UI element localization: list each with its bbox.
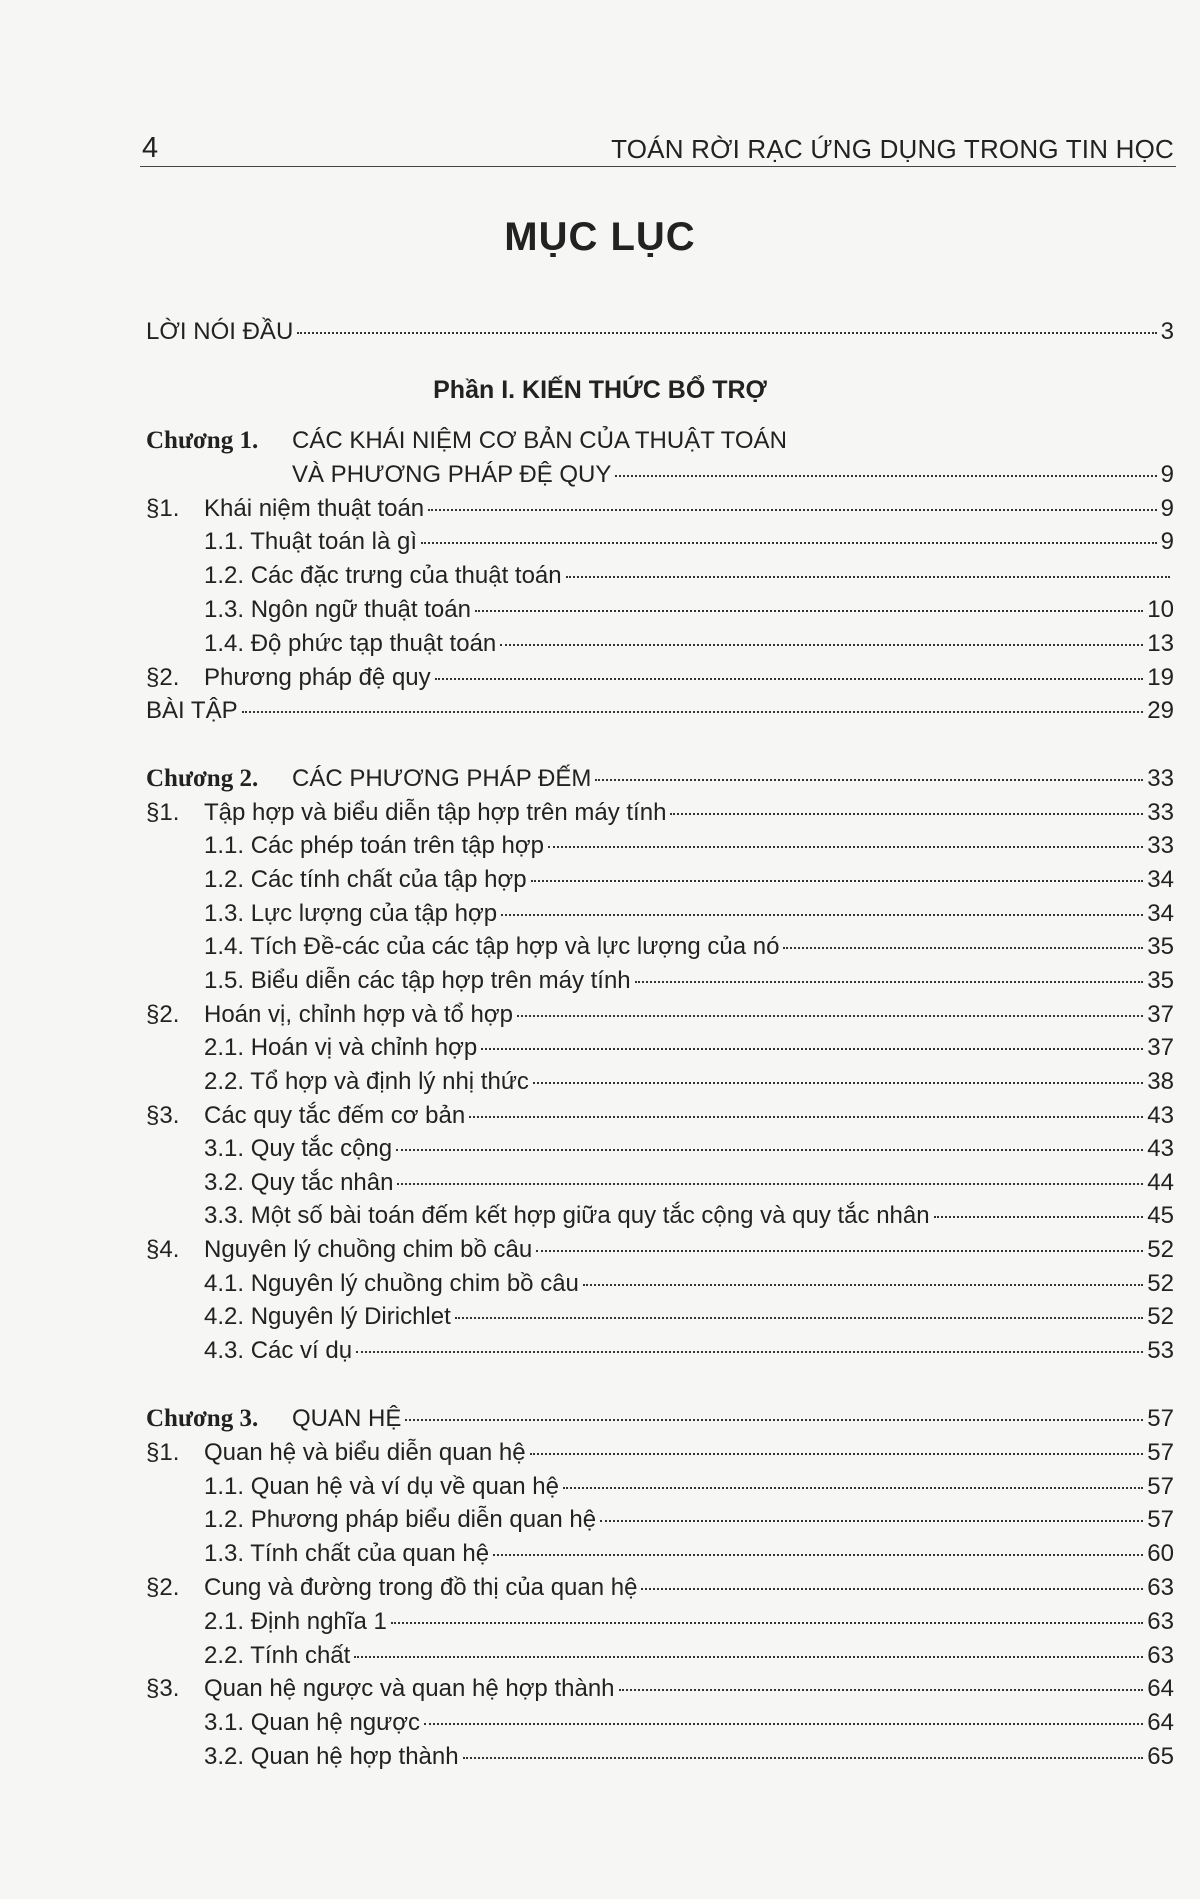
toc-subsection (204, 832, 1174, 866)
section-number: §2. (146, 663, 180, 691)
toc-section (146, 1236, 1174, 1270)
toc-subsection (204, 1540, 1174, 1574)
entry-page-number: 45 (1147, 1202, 1174, 1230)
dot-leader (421, 542, 1157, 544)
dot-leader (548, 846, 1143, 848)
subsection-label: 1.2. Các tính chất của tập hợp (204, 865, 527, 893)
chapter-heading (146, 765, 1174, 799)
entry-page-number: 57 (1147, 1472, 1174, 1500)
toc-subsection (204, 1337, 1174, 1371)
dot-leader (455, 1317, 1144, 1319)
dot-leader (242, 711, 1144, 713)
subsection-label: 2.2. Tổ hợp và định lý nhị thức (204, 1067, 529, 1095)
subsection-label: 4.1. Nguyên lý chuồng chim bồ câu (204, 1269, 579, 1297)
toc-section (146, 1439, 1174, 1473)
section-number: §2. (146, 1000, 180, 1028)
entry-page-number: 63 (1147, 1574, 1174, 1601)
toc-subsection (204, 1270, 1174, 1304)
chapter-heading (292, 461, 1174, 495)
toc-section (146, 495, 1174, 529)
entry-page-number: 37 (1147, 1034, 1174, 1062)
dot-leader (517, 1015, 1143, 1017)
running-header (140, 126, 1176, 167)
section-number: §1. (146, 494, 180, 522)
dot-leader (615, 475, 1156, 477)
toc-subsection (204, 1135, 1174, 1169)
entry-page-number: 10 (1147, 596, 1174, 623)
toc-entry-intro (146, 318, 1174, 352)
entry-page-number: 34 (1147, 899, 1174, 927)
toc-subsection (204, 933, 1174, 967)
subsection-label: 3.2. Quan hệ hợp thành (204, 1743, 459, 1770)
toc-subsection (204, 596, 1174, 630)
subsection-label: 1.5. Biểu diễn các tập hợp trên máy tính (204, 966, 631, 994)
section-number: §3. (146, 1101, 180, 1129)
toc-section (146, 799, 1174, 833)
toc-subsection (204, 1303, 1174, 1337)
toc-subsection (204, 1506, 1174, 1540)
toc-subsection (204, 967, 1174, 1001)
toc-subsection (204, 528, 1174, 562)
dot-leader (435, 678, 1144, 680)
toc-subsection (204, 630, 1174, 664)
section-label: Các quy tắc đếm cơ bản (204, 1101, 466, 1129)
subsection-label: 1.4. Độ phức tạp thuật toán (204, 629, 497, 657)
entry-page-number: 29 (1147, 697, 1174, 725)
subsection-label: 4.2. Nguyên lý Dirichlet (204, 1303, 451, 1331)
dot-leader (536, 1250, 1143, 1252)
entry-page-number: 9 (1160, 528, 1174, 556)
chapter-number: Chương 2. (146, 765, 259, 792)
dot-leader (297, 332, 1156, 334)
subsection-label: 1.3. Lực lượng của tập hợp (204, 899, 498, 927)
dot-leader (934, 1216, 1144, 1218)
dot-leader (405, 1419, 1143, 1421)
part-heading: Phần I. KIẾN THỨC BỔ TRỢ (433, 376, 767, 404)
subsection-label: 4.3. Các ví dụ (204, 1337, 353, 1365)
dot-leader (493, 1554, 1143, 1556)
chapter-heading (146, 1405, 1174, 1439)
toc-section (146, 664, 1174, 698)
section-label: Quan hệ và biểu diễn quan hệ (204, 1438, 526, 1466)
entry-page-number: 65 (1147, 1743, 1174, 1770)
dot-leader (481, 1048, 1143, 1050)
toc-section (146, 1001, 1174, 1035)
entry-page-number: 34 (1147, 865, 1174, 893)
dot-leader (670, 813, 1143, 815)
subsection-label: 3.1. Quan hệ ngược (204, 1709, 420, 1737)
section-number: §4. (146, 1236, 180, 1264)
subsection-label: 3.1. Quy tắc cộng (204, 1135, 393, 1163)
subsection-label: 1.3. Tính chất của quan hệ (204, 1540, 490, 1568)
dot-leader (396, 1149, 1143, 1151)
subsection-label: 1.1. Quan hệ và ví dụ về quan hệ (204, 1472, 559, 1500)
dot-leader (595, 779, 1143, 781)
entry-page-number: 64 (1147, 1709, 1174, 1737)
entry-page-number: 33 (1147, 832, 1174, 860)
entry-page-number: 43 (1147, 1135, 1174, 1163)
entry-page-number: 57 (1147, 1405, 1174, 1432)
entry-page-number: 33 (1147, 798, 1174, 826)
dot-leader (475, 610, 1143, 612)
toc-subsection (204, 1608, 1174, 1642)
entry-page-number: 52 (1147, 1303, 1174, 1331)
dot-leader (463, 1757, 1144, 1759)
dot-leader (500, 644, 1143, 646)
toc-subsection (204, 1169, 1174, 1203)
section-number: §3. (146, 1675, 180, 1703)
section-label: Quan hệ ngược và quan hệ hợp thành (204, 1675, 615, 1703)
entry-page-number: 9 (1160, 460, 1174, 488)
entry-page-number: 38 (1147, 1067, 1174, 1095)
dot-leader (531, 880, 1144, 882)
dot-leader (356, 1351, 1143, 1353)
dot-leader (469, 1116, 1143, 1118)
entry-page-number: 57 (1147, 1438, 1174, 1466)
entry-page-number: 35 (1147, 933, 1174, 961)
chapter-number: Chương 3. (146, 1405, 259, 1432)
section-label: Tập hợp và biểu diễn tập hợp trên máy tính (204, 798, 667, 826)
entry-page-number: 35 (1147, 966, 1174, 994)
chapter-title: CÁC KHÁI NIỆM CƠ BẢN CỦA THUẬT TOÁN (292, 427, 787, 454)
toc-section (146, 1102, 1174, 1136)
section-label: Khái niệm thuật toán (204, 494, 425, 522)
dot-leader (783, 947, 1143, 949)
toc-subsection (204, 1642, 1174, 1676)
entry-page-number: 57 (1147, 1506, 1174, 1534)
entry-page-number: 9 (1160, 494, 1174, 522)
section-label: Hoán vị, chỉnh hợp và tổ hợp (204, 1000, 513, 1028)
toc-subsection (204, 900, 1174, 934)
dot-leader (397, 1183, 1143, 1185)
dot-leader (354, 1656, 1143, 1658)
entry-page-number: 53 (1147, 1337, 1174, 1365)
entry-page-number: 3 (1160, 318, 1174, 345)
chapter-number: Chương 1. (146, 427, 259, 454)
entry-page-number: 33 (1147, 765, 1174, 792)
toc-subsection (204, 562, 1174, 596)
chapter-title: CÁC PHƯƠNG PHÁP ĐẾM (292, 765, 592, 792)
dot-leader (641, 1588, 1143, 1590)
entry-page-number: 13 (1147, 629, 1174, 657)
dot-leader (619, 1689, 1144, 1691)
toc-exercises (146, 697, 1174, 731)
toc-section (146, 1574, 1174, 1608)
dot-leader (635, 981, 1144, 983)
entry-page-number: 60 (1147, 1540, 1174, 1568)
toc-section (146, 1675, 1174, 1709)
dot-leader (563, 1487, 1143, 1489)
toc-subsection (204, 1034, 1174, 1068)
entry-page-number: 63 (1147, 1641, 1174, 1669)
toc-subsection (204, 1068, 1174, 1102)
entry-page-number: 52 (1147, 1236, 1174, 1264)
section-label: Nguyên lý chuồng chim bồ câu (204, 1236, 533, 1264)
book-title: TOÁN RỜI RẠC ỨNG DỤNG TRONG TIN HỌC (611, 134, 1174, 164)
subsection-label: 1.2. Phương pháp biểu diễn quan hệ (204, 1506, 597, 1534)
entry-page-number: 64 (1147, 1675, 1174, 1703)
entry-label: LỜI NÓI ĐẦU (146, 318, 294, 345)
toc-subsection (204, 1202, 1174, 1236)
toc-subsection (204, 866, 1174, 900)
entry-label: BÀI TẬP (146, 697, 238, 725)
entry-page-number: 37 (1147, 1000, 1174, 1028)
chapter-heading-line (146, 427, 787, 461)
page-title: MỤC LỤC (504, 215, 696, 259)
dot-leader (424, 1723, 1143, 1725)
section-number: §1. (146, 1438, 180, 1466)
entry-page-number: 44 (1147, 1168, 1174, 1196)
section-label: Cung và đường trong đồ thị của quan hệ (204, 1574, 638, 1601)
chapter-title-cont: VÀ PHƯƠNG PHÁP ĐỆ QUY (292, 460, 612, 488)
dot-leader (428, 509, 1156, 511)
entry-page-number: 63 (1147, 1607, 1174, 1635)
dot-leader (391, 1622, 1143, 1624)
section-label: Phương pháp đệ quy (204, 663, 431, 691)
toc-subsection (204, 1709, 1174, 1743)
entry-page-number: 52 (1147, 1269, 1174, 1297)
section-number: §1. (146, 798, 180, 826)
subsection-label: 1.1. Thuật toán là gì (204, 528, 418, 556)
page-number: 4 (142, 132, 159, 164)
subsection-label: 1.1. Các phép toán trên tập hợp (204, 832, 544, 860)
entry-page-number: 43 (1147, 1101, 1174, 1129)
subsection-label: 2.1. Hoán vị và chỉnh hợp (204, 1034, 478, 1062)
subsection-label: 1.2. Các đặc trưng của thuật toán (204, 562, 562, 590)
subsection-label: 3.2. Quy tắc nhân (204, 1168, 394, 1196)
subsection-label: 3.3. Một số bài toán đếm kết hợp giữa quy tắc cộng và quy tắc nhân (204, 1202, 930, 1230)
subsection-label: 2.2. Tính chất (204, 1641, 351, 1669)
chapter-title: QUAN HỆ (292, 1405, 402, 1432)
toc-subsection (204, 1473, 1174, 1507)
subsection-label: 1.3. Ngôn ngữ thuật toán (204, 596, 471, 623)
dot-leader (566, 576, 1170, 578)
entry-page-number: 19 (1147, 663, 1174, 691)
dot-leader (501, 914, 1143, 916)
dot-leader (533, 1082, 1143, 1084)
subsection-label: 1.4. Tích Đề-các của các tập hợp và lực lượng của nó (204, 933, 780, 961)
dot-leader (600, 1520, 1143, 1522)
subsection-label: 2.1. Định nghĩa 1 (204, 1607, 387, 1635)
dot-leader (583, 1284, 1143, 1286)
toc-subsection (204, 1743, 1174, 1777)
section-number: §2. (146, 1574, 180, 1601)
dot-leader (530, 1453, 1144, 1455)
